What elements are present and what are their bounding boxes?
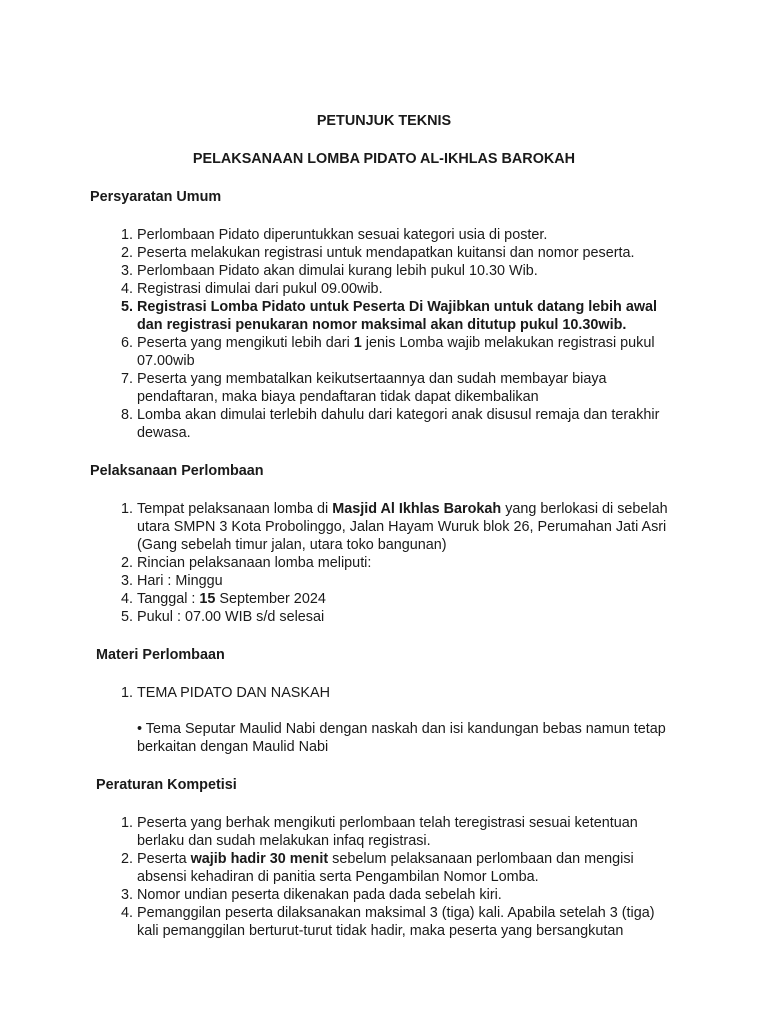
list-item (137, 500, 678, 554)
item-text-bold: wajib hadir 30 menit (190, 851, 329, 867)
item-text: Tanggal : (137, 591, 200, 607)
item-text: Peserta (137, 851, 191, 867)
list-item: 3. Perlombaan Pidato akan dimulai kurang lebih pukul 10.30 Wib. (137, 262, 678, 280)
list-item: 4. Registrasi dimulai dari pukul 09.00wib. (137, 280, 678, 298)
heading-persyaratan-umum: Persyaratan Umum (90, 189, 222, 205)
list-item: 3. Hari : Minggu (137, 572, 678, 590)
list-item (137, 850, 678, 886)
item-text: Tempat pelaksanaan lomba di (137, 501, 333, 517)
list-peraturan-kompetisi (90, 814, 678, 940)
heading-pelaksanaan-perlombaan: Pelaksanaan Perlombaan (90, 463, 264, 479)
document-title: PETUNJUK TEKNIS (316, 113, 452, 129)
list-item: 3. Nomor undian peserta dikenakan pada dada sebelah kiri. (137, 886, 678, 904)
list-item: 1. Perlombaan Pidato diperuntukkan sesuai kategori usia di poster. (137, 226, 678, 244)
item-text: sebelum pelaksanaan perlombaan dan mengisi absensi kehadiran di panitia serta Pengambilan Nomor Lomba. (137, 851, 634, 885)
list-persyaratan-umum (90, 226, 678, 442)
item-text: yang berlokasi di sebelah utara SMPN 3 Kota Probolinggo, Jalan Hayam Wuruk blok 26, Perumahan Jati Asri (Gang sebelah timur jalan, utara toko bangunan) (137, 501, 668, 553)
list-item: 5. Pukul : 07.00 WIB s/d selesai (137, 608, 678, 626)
list-item (137, 590, 678, 608)
list-item: 7. Peserta yang membatalkan keikutsertaannya dan sudah membayar biaya pendaftaran, maka biaya pendaftaran tidak dapat dikembalikan (137, 370, 678, 406)
item-text: September 2024 (215, 591, 326, 607)
heading-materi-perlombaan: Materi Perlombaan (96, 647, 225, 663)
list-item (137, 334, 678, 370)
document-subtitle: PELAKSANAAN LOMBA PIDATO AL-IKHLAS BAROKAH (192, 151, 576, 167)
item-text-bold: 1 (353, 335, 362, 351)
list-item: 8. Lomba akan dimulai terlebih dahulu dari kategori anak disusul remaja dan terakhir dewasa. (137, 406, 678, 442)
list-pelaksanaan-perlombaan (90, 500, 678, 626)
heading-peraturan-kompetisi: Peraturan Kompetisi (96, 777, 237, 793)
item-text-bold: Masjid Al Ikhlas Barokah (332, 501, 502, 517)
list-item: 5. Registrasi Lomba Pidato untuk Peserta Di Wajibkan untuk datang lebih awal dan registrasi penukaran nomor maksimal akan ditutup pukul 10.30wib. (137, 298, 678, 334)
list-item: 1. TEMA PIDATO DAN NASKAH (137, 684, 678, 702)
list-materi-perlombaan (90, 684, 678, 702)
list-item: 2. Rincian pelaksanaan lomba meliputi: (137, 554, 678, 572)
item-text-bold: 15 (199, 591, 216, 607)
bullet-paragraph: • Tema Seputar Maulid Nabi dengan naskah dan isi kandungan bebas namun tetap berkaitan dengan Maulid Nabi (137, 721, 666, 755)
list-item: 2. Peserta melakukan registrasi untuk mendapatkan kuitansi dan nomor peserta. (137, 244, 678, 262)
list-item: 1. Peserta yang berhak mengikuti perlombaan telah teregistrasi sesuai ketentuan berlaku dan sudah melakukan infaq registrasi. (137, 814, 678, 850)
list-item: 4. Pemanggilan peserta dilaksanakan maksimal 3 (tiga) kali. Apabila setelah 3 (tiga) kali pemanggilan berturut-turut tidak hadir, maka peserta yang bersangkutan (137, 904, 678, 940)
item-text: jenis Lomba wajib melakukan registrasi pukul 07.00wib (137, 335, 655, 369)
item-text: Peserta yang mengikuti lebih dari (137, 335, 354, 351)
